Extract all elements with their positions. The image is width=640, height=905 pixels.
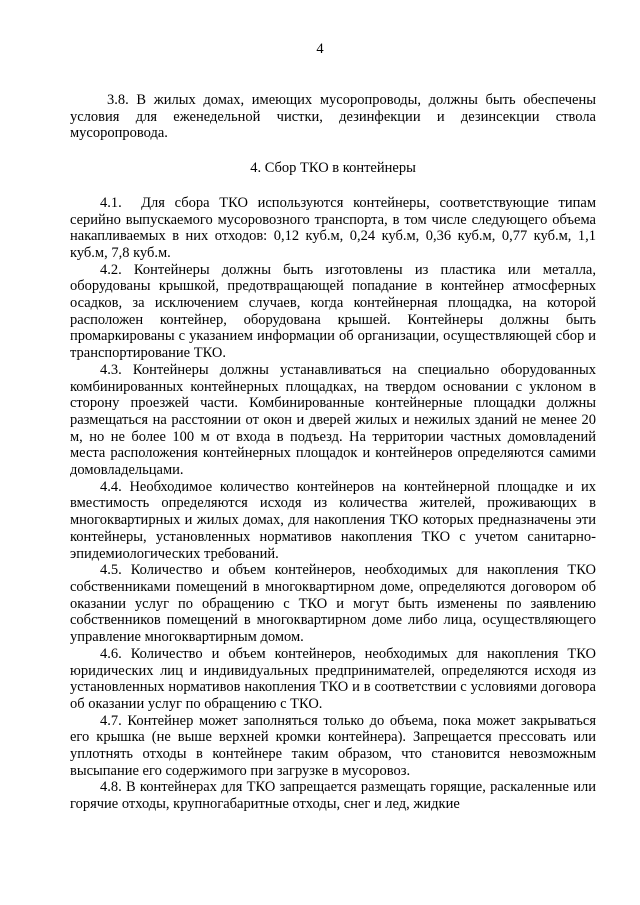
paragraph-text: Контейнеры должны быть изготовлены из пластика или металла, оборудованы крышкой, предотвращающей попадание в контейнер атмосферных осадков, за исключением случаев, когда контейнерная площадка, на которой расположен контейнер, оборудована крышей. Контейнеры должны быть промаркированы с указанием информации об организации, осуществляющей сбор и транспортирование ТКО. <box>70 261 596 362</box>
paragraph-number: 4.6. <box>100 645 122 662</box>
section-title: 4. Сбор ТКО в контейнеры <box>250 160 416 177</box>
document-body <box>70 92 596 813</box>
paragraph-number: 4.1. <box>100 194 122 211</box>
paragraph-4-6 <box>70 646 596 713</box>
paragraph-text: Количество и объем контейнеров, необходимых для накопления ТКО юридических лиц и индивидуальных предпринимателей, определяются исходя из установленных нормативов накопления ТКО и в соответствии с условиями договора об оказании услуг по обращению с ТКО. <box>70 645 597 712</box>
paragraph-4-8 <box>70 779 596 812</box>
paragraph-number: 4.4. <box>100 478 122 495</box>
paragraph-4-1 <box>70 195 596 262</box>
paragraph-number: 4.5. <box>100 562 122 579</box>
paragraph-text: Контейнер может заполняться только до объема, пока может закрываться его крышка (не выше верхней кромки контейнера). Запрещается прессовать или уплотнять отходы в контейнере таким образом, что становится невозможным высыпание его содержимого при загрузке в мусоровоз. <box>70 712 596 779</box>
paragraph-number: 4.7. <box>100 712 122 729</box>
paragraph-number: 4.3. <box>100 361 122 378</box>
paragraph-4-4 <box>70 479 596 563</box>
paragraph-text: Контейнеры должны устанавливаться на специально оборудованных комбинированных контейнерных площадках, на твердом основании с уклоном в сторону проезжей части. Комбинированные контейнерные площадки должны размещаться на расстоянии от окон и дверей жилых и нежилых зданий не менее 20 м, но не более 100 м от входа в подъезд. На территории частных домовладений места расположения контейнерных площадок и контейнеров определяются самими домовладельцами. <box>70 361 596 479</box>
paragraph-3-8: 3.8. В жилых домах, имеющих мусоропроводы, должны быть обеспечены условия для еженедельной чистки, дезинфекции и дезинсекции ствола мусоропровода. <box>70 92 596 142</box>
paragraph-text: Для сбора ТКО используются контейнеры, соответствующие типам серийно выпускаемого мусоровозного транспорта, в том числе следующего объема накапливаемых в них отходов: 0,12 куб.м, 0,24 куб.м, 0,36 куб.м, 0,77 куб.м, 1,1 куб.м, 7,8 куб.м. <box>70 194 596 261</box>
paragraph-4-7 <box>70 713 596 780</box>
paragraph-4-3 <box>70 362 596 479</box>
paragraph-4-5 <box>70 562 596 646</box>
paragraph-number: 4.2. <box>100 261 122 278</box>
paragraph-text: Необходимое количество контейнеров на контейнерной площадке и их вместимость определяются исходя из количества жителей, проживающих в многоквартирных и жилых домах, для накопления ТКО которых предназначены эти контейнеры, установленных нормативов накопления ТКО с учетом санитарно-эпидемиологических требований. <box>70 478 596 562</box>
paragraph-text: В контейнерах для ТКО запрещается размещать горящие, раскаленные или горячие отходы, крупногабаритные отходы, снег и лед, жидкие <box>70 779 596 813</box>
paragraph-4-2 <box>70 262 596 362</box>
paragraph-text: Количество и объем контейнеров, необходимых для накопления ТКО собственниками помещений в многоквартирном доме, определяются договором об оказании услуг по обращению с ТКО и могут быть изменены по заявлению собственников помещений в многоквартирном доме либо лица, осуществляющего управление многоквартирным домом. <box>70 562 597 646</box>
page-number: 4 <box>316 41 324 57</box>
paragraph-number: 4.8. <box>100 779 122 796</box>
